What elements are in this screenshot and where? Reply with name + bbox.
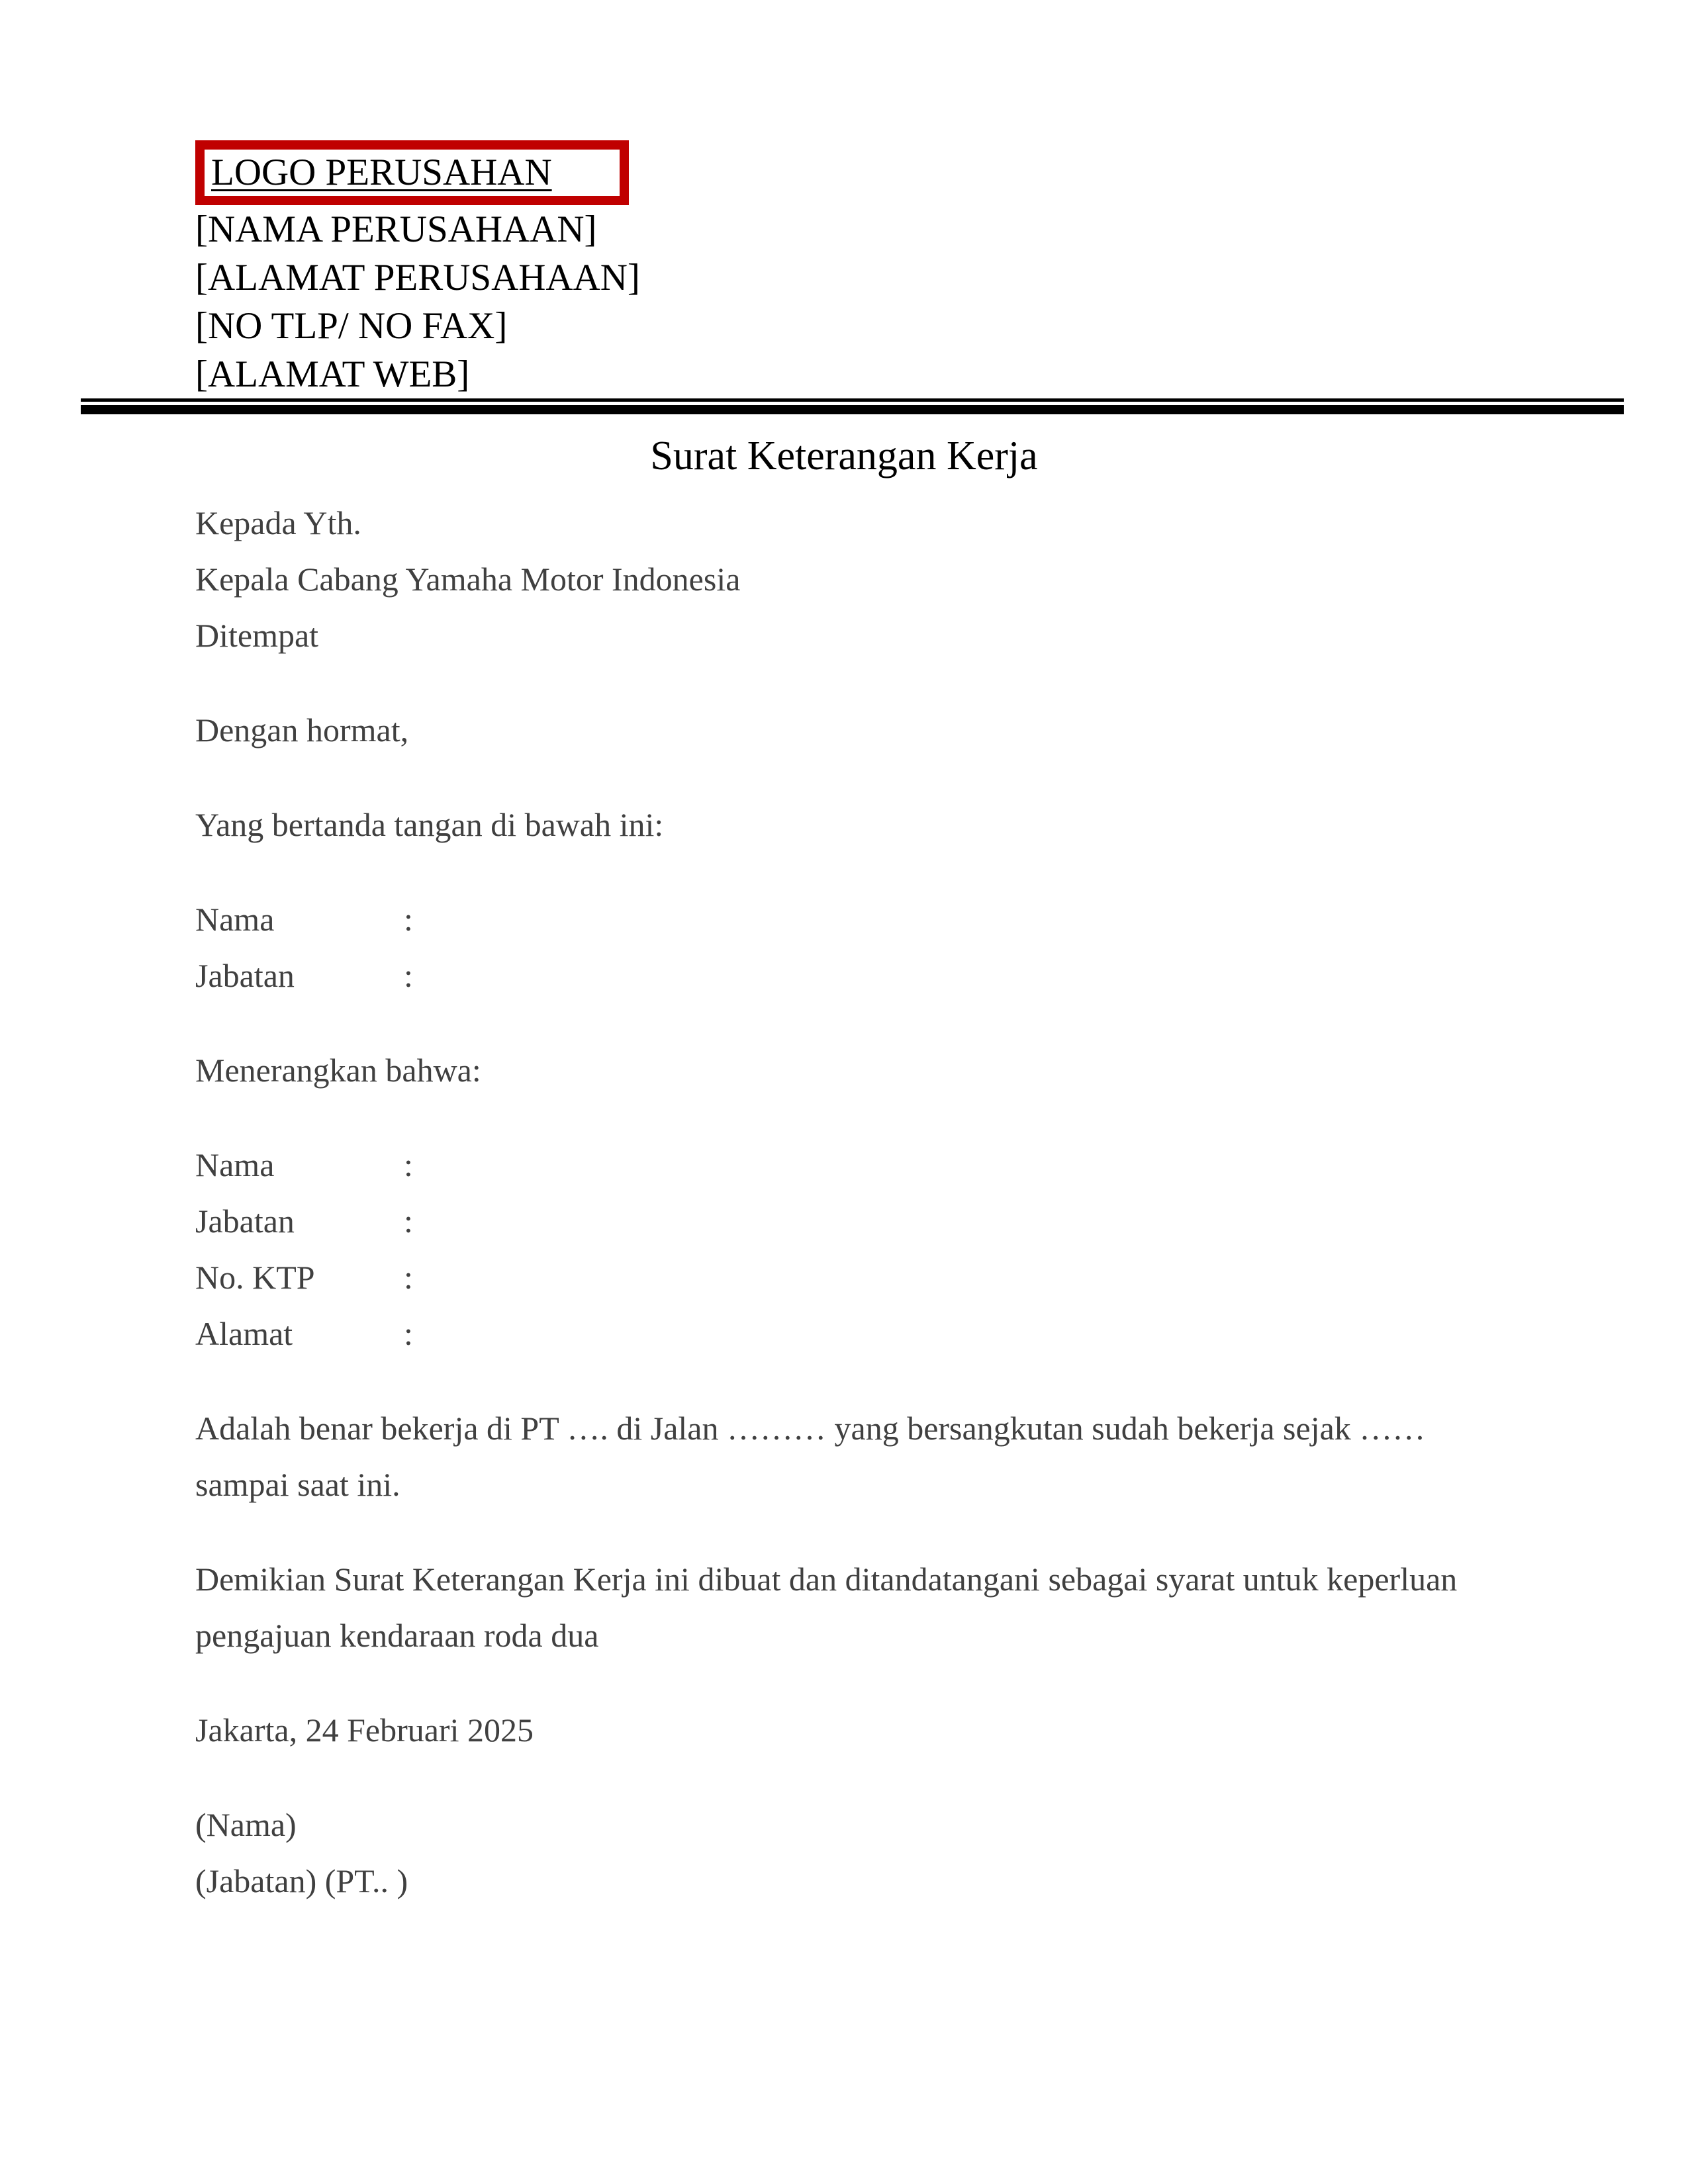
- employee-fields-block: [195, 1137, 1493, 1362]
- salutation-text: Dengan hormat,: [195, 711, 409, 749]
- signature-title-placeholder: (Jabatan) (PT.. ): [195, 1862, 408, 1899]
- field-colon: :: [404, 957, 413, 994]
- signature-block: [195, 1797, 1493, 1909]
- employment-statement-block: [195, 1400, 1493, 1513]
- intro-text: Yang bertanda tangan di bawah ini:: [195, 806, 664, 843]
- employee-field-row: [195, 1193, 1493, 1250]
- signature-name-placeholder: (Nama): [195, 1806, 297, 1843]
- letter-body: [195, 495, 1493, 1909]
- letterhead-divider-rule-thick: [81, 405, 1624, 414]
- employee-field-row: [195, 1250, 1493, 1306]
- field-label-alamat: Alamat: [195, 1315, 293, 1352]
- statement-text: Menerangkan bahwa:: [195, 1052, 481, 1089]
- letterhead-divider-rule: [81, 398, 1624, 414]
- recipient-line-1: Kepada Yth.: [195, 504, 361, 541]
- closing-statement-paragraph: Demikian Surat Keterangan Kerja ini dibuat dan ditandatangani sebagai syarat untuk keperluan pengajuan kendaraan roda dua: [195, 1561, 1458, 1654]
- company-website-placeholder: [ALAMAT WEB]: [195, 353, 470, 395]
- letterhead: [195, 140, 1493, 398]
- field-label-nama: Nama: [195, 901, 275, 938]
- company-logo-placeholder: [195, 140, 629, 205]
- logo-placeholder-text: LOGO PERUSAHAN: [211, 152, 552, 193]
- company-address-placeholder: [ALAMAT PERUSAHAAN]: [195, 257, 640, 298]
- employment-statement-paragraph: Adalah benar bekerja di PT …. di Jalan ……… yang bersangkutan sudah bekerja sejak …… sampai saat ini.: [195, 1410, 1426, 1503]
- dateline-block: [195, 1702, 1493, 1758]
- statement-block: [195, 1042, 1493, 1099]
- intro-block: [195, 797, 1493, 853]
- recipient-block: [195, 495, 1493, 664]
- field-colon: :: [404, 1146, 413, 1183]
- closing-statement-block: [195, 1551, 1493, 1664]
- document-title: Surat Keterangan Kerja: [650, 433, 1038, 478]
- field-label-nama: Nama: [195, 1146, 275, 1183]
- employee-field-row: [195, 1137, 1493, 1193]
- company-name-placeholder: [NAMA PERUSAHAAN]: [195, 208, 597, 250]
- field-colon: :: [404, 1315, 413, 1352]
- company-phone-fax-placeholder: [NO TLP/ NO FAX]: [195, 305, 508, 347]
- field-label-jabatan: Jabatan: [195, 1203, 295, 1240]
- signer-field-row: [195, 948, 1493, 1004]
- field-label-no-ktp: No. KTP: [195, 1259, 315, 1296]
- recipient-line-2: Kepala Cabang Yamaha Motor Indonesia: [195, 561, 741, 598]
- field-colon: :: [404, 1259, 413, 1296]
- signer-fields-block: [195, 891, 1493, 1004]
- signer-field-row: [195, 891, 1493, 948]
- employee-field-row: [195, 1306, 1493, 1362]
- field-label-jabatan: Jabatan: [195, 957, 295, 994]
- salutation-block: [195, 702, 1493, 758]
- field-colon: :: [404, 1203, 413, 1240]
- field-colon: :: [404, 901, 413, 938]
- dateline-text: Jakarta, 24 Februari 2025: [195, 1711, 534, 1749]
- recipient-line-3: Ditempat: [195, 617, 319, 654]
